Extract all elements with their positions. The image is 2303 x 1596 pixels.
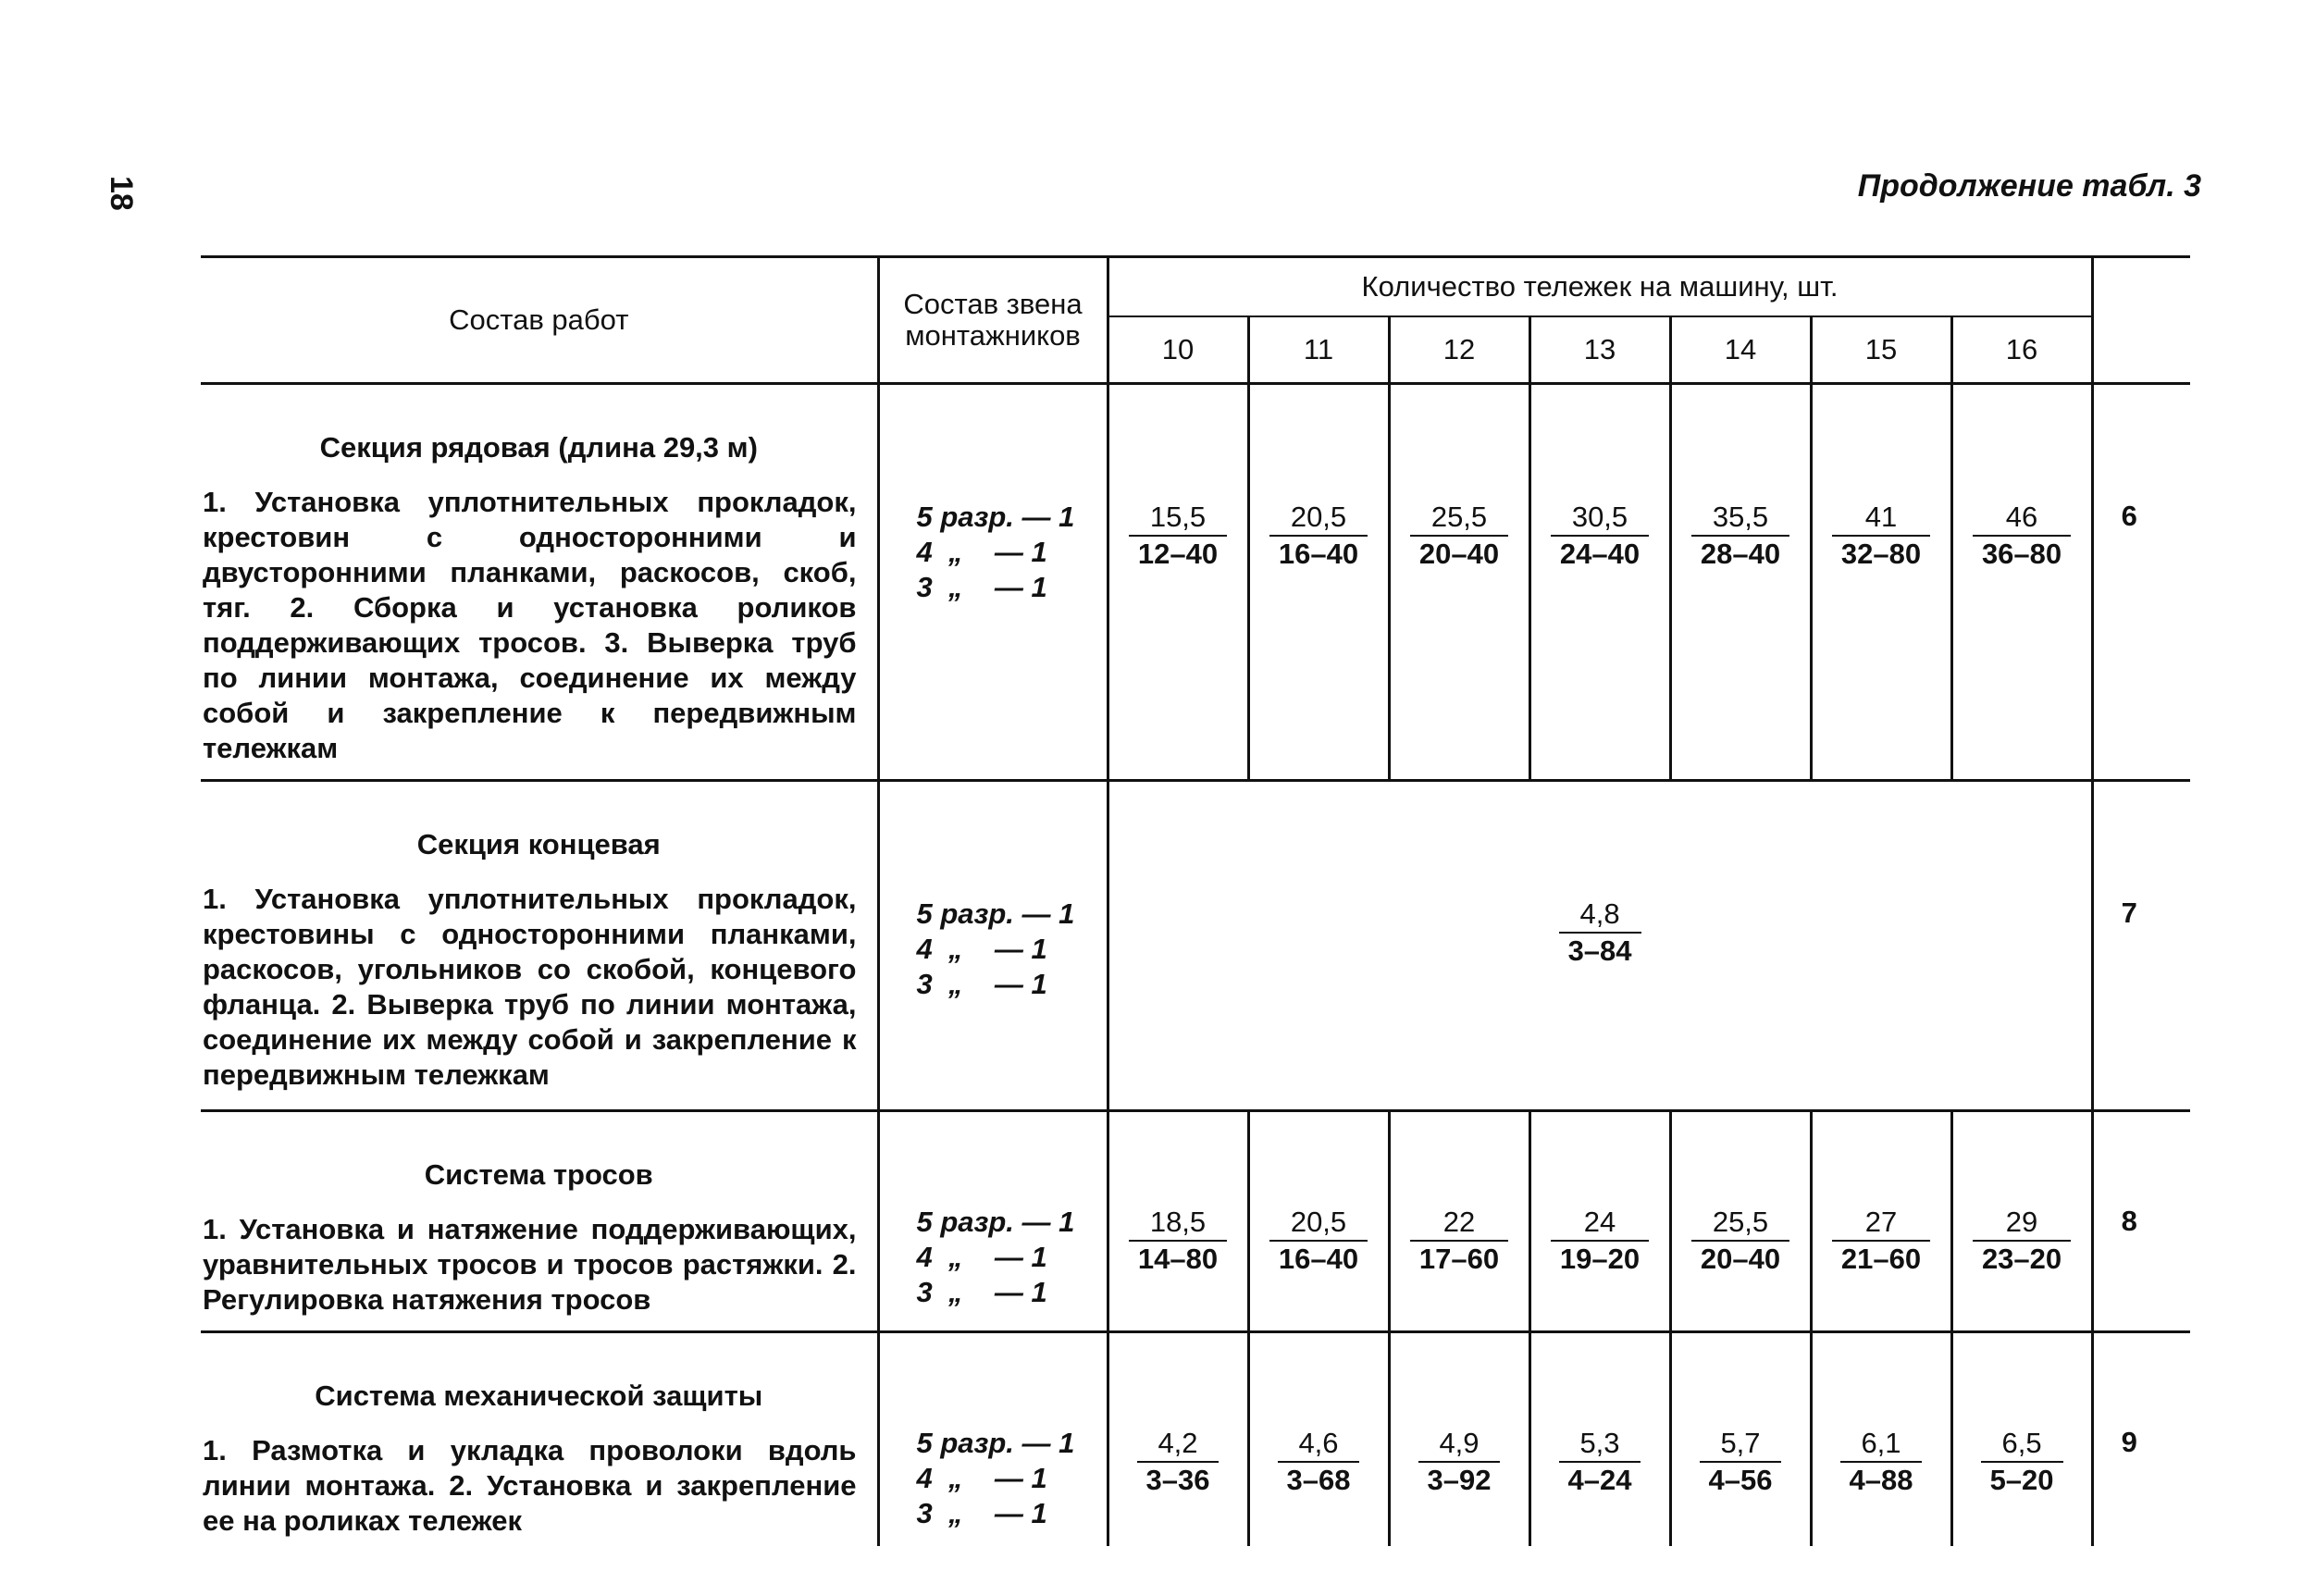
row-index: 9 [2092,1332,2190,1547]
time-norm: 35,5 [1691,500,1789,537]
header-quantity: Количество тележек на машину, шт. [1108,257,2092,317]
rate: 4–56 [1708,1464,1773,1496]
time-norm: 5,7 [1700,1426,1782,1463]
rate: 3–68 [1286,1464,1351,1496]
value-cell [1108,1332,1248,1547]
work-description-cell [201,781,878,1111]
work-description: 1. Установка уплотнительных прокладок, крестовины с односторонними планками, раскосов, угольников со скобой, концевого фланца. 2. Выверка труб по линии монтажа, соединение их между собой и закрепление к передвижным тележкам [203,883,857,1091]
section-title: Система тросов [424,1158,653,1191]
norms-table [201,255,2190,1546]
header-col-11: 11 [1248,316,1389,384]
table-row [201,384,2190,781]
time-norm: 20,5 [1269,1205,1368,1242]
value-cell [1248,384,1389,781]
crew-line: 3 „ — 1 [916,968,1047,1000]
value-cell [1951,384,2092,781]
table-row [201,1332,2190,1547]
value-cell [1389,1332,1529,1547]
time-norm: 30,5 [1551,500,1649,537]
header-col-13: 13 [1529,316,1670,384]
crew-line: 5 разр. — 1 [916,1427,1075,1459]
section-title: Секция рядовая (длина 29,3 м) [319,431,758,464]
time-norm: 18,5 [1129,1205,1227,1242]
header-col-10: 10 [1108,316,1248,384]
rate: 20–40 [1700,1243,1781,1275]
rate: 3–84 [1567,934,1632,967]
value-cell [1108,1111,1248,1332]
value-cell [1529,1332,1670,1547]
rate: 24–40 [1559,538,1641,570]
rate: 3–36 [1145,1464,1210,1496]
rate: 5–20 [1989,1464,2054,1496]
time-norm: 22 [1410,1205,1508,1242]
value-cell [1389,384,1529,781]
time-norm: 15,5 [1129,500,1227,537]
row-index: 7 [2092,781,2190,1111]
crew-line: 5 разр. — 1 [916,897,1075,930]
time-norm: 4,6 [1278,1426,1360,1463]
crew-composition [878,384,1108,781]
time-norm: 46 [1973,500,2071,537]
time-norm: 6,5 [1981,1426,2063,1463]
merged-value-cell [1108,781,2092,1111]
section-title: Система механической защиты [315,1379,763,1412]
value-cell [1389,1111,1529,1332]
value-cell [1248,1332,1389,1547]
work-description: 1. Установка уплотнительных прокладок, крестовин с односторонними и двусторонними планками, раскосов, скоб, тяг. 2. Сборка и установка роликов поддерживающих тросов. 3. Выверка труб по линии монтажа, соединение их между собой и закрепление к передвижным тележкам [203,486,857,764]
row-index: 6 [2092,384,2190,781]
header-work: Состав работ [201,257,878,384]
crew-line: 5 разр. — 1 [916,1206,1075,1238]
value-cell [1811,1111,1951,1332]
work-description-cell [201,1111,878,1332]
header-col-12: 12 [1389,316,1529,384]
value-cell [1670,1332,1811,1547]
crew-line: 3 „ — 1 [916,1497,1047,1529]
header-col-14: 14 [1670,316,1811,384]
value-cell [1248,1111,1389,1332]
crew-composition [878,781,1108,1111]
rate: 36–80 [1981,538,2062,570]
work-description: 1. Установка и натяжение поддерживающих, уравнительных тросов и тросов растяжки. 2. Регулировка натяжения тросов [203,1213,857,1316]
crew-line: 5 разр. — 1 [916,501,1075,533]
section-title: Секция концевая [416,828,661,860]
crew-line: 4 „ — 1 [916,1241,1047,1273]
work-description: 1. Размотка и укладка проволоки вдоль линии монтажа. 2. Установка и закрепление ее на роликах тележек [203,1434,857,1537]
rate: 20–40 [1418,538,1500,570]
time-norm: 24 [1551,1205,1649,1242]
crew-line: 3 „ — 1 [916,1276,1047,1308]
crew-line: 4 „ — 1 [916,1462,1047,1494]
rate: 32–80 [1840,538,1922,570]
rate: 4–24 [1567,1464,1632,1496]
time-norm: 25,5 [1410,500,1508,537]
rate: 4–88 [1849,1464,1913,1496]
time-norm: 6,1 [1840,1426,1923,1463]
page-number: 18 [104,176,139,211]
header-col-15: 15 [1811,316,1951,384]
time-norm: 4,9 [1418,1426,1501,1463]
table-continuation-label: Продолжение табл. 3 [1857,168,2201,204]
time-norm: 4,2 [1137,1426,1220,1463]
time-norm: 29 [1973,1205,2071,1242]
value-cell [1529,1111,1670,1332]
rate: 19–20 [1559,1243,1641,1275]
value-cell [1108,384,1248,781]
rate: 28–40 [1700,538,1781,570]
crew-line: 4 „ — 1 [916,933,1047,965]
rate: 14–80 [1137,1243,1219,1275]
header-index [2092,257,2190,384]
rate: 23–20 [1981,1243,2062,1275]
value-cell [1670,1111,1811,1332]
crew-composition [878,1111,1108,1332]
rate: 3–92 [1427,1464,1492,1496]
time-norm: 41 [1832,500,1930,537]
crew-composition [878,1332,1108,1547]
header-col-16: 16 [1951,316,2092,384]
value-cell [1811,384,1951,781]
work-description-cell [201,1332,878,1547]
time-norm: 27 [1832,1205,1930,1242]
crew-line: 4 „ — 1 [916,536,1047,568]
work-description-cell [201,384,878,781]
value-cell [1951,1332,2092,1547]
time-norm: 5,3 [1559,1426,1641,1463]
crew-line: 3 „ — 1 [916,571,1047,603]
rate: 12–40 [1137,538,1219,570]
time-norm: 4,8 [1559,897,1641,934]
rate: 16–40 [1278,538,1359,570]
header-crew: Состав звена монтажников [878,257,1108,384]
time-norm: 20,5 [1269,500,1368,537]
time-norm: 25,5 [1691,1205,1789,1242]
value-cell [1529,384,1670,781]
rate: 21–60 [1840,1243,1922,1275]
value-cell [1951,1111,2092,1332]
value-cell [1670,384,1811,781]
rate: 17–60 [1418,1243,1500,1275]
rate: 16–40 [1278,1243,1359,1275]
value-cell [1811,1332,1951,1547]
table-row [201,781,2190,1111]
row-index: 8 [2092,1111,2190,1332]
table-row [201,1111,2190,1332]
